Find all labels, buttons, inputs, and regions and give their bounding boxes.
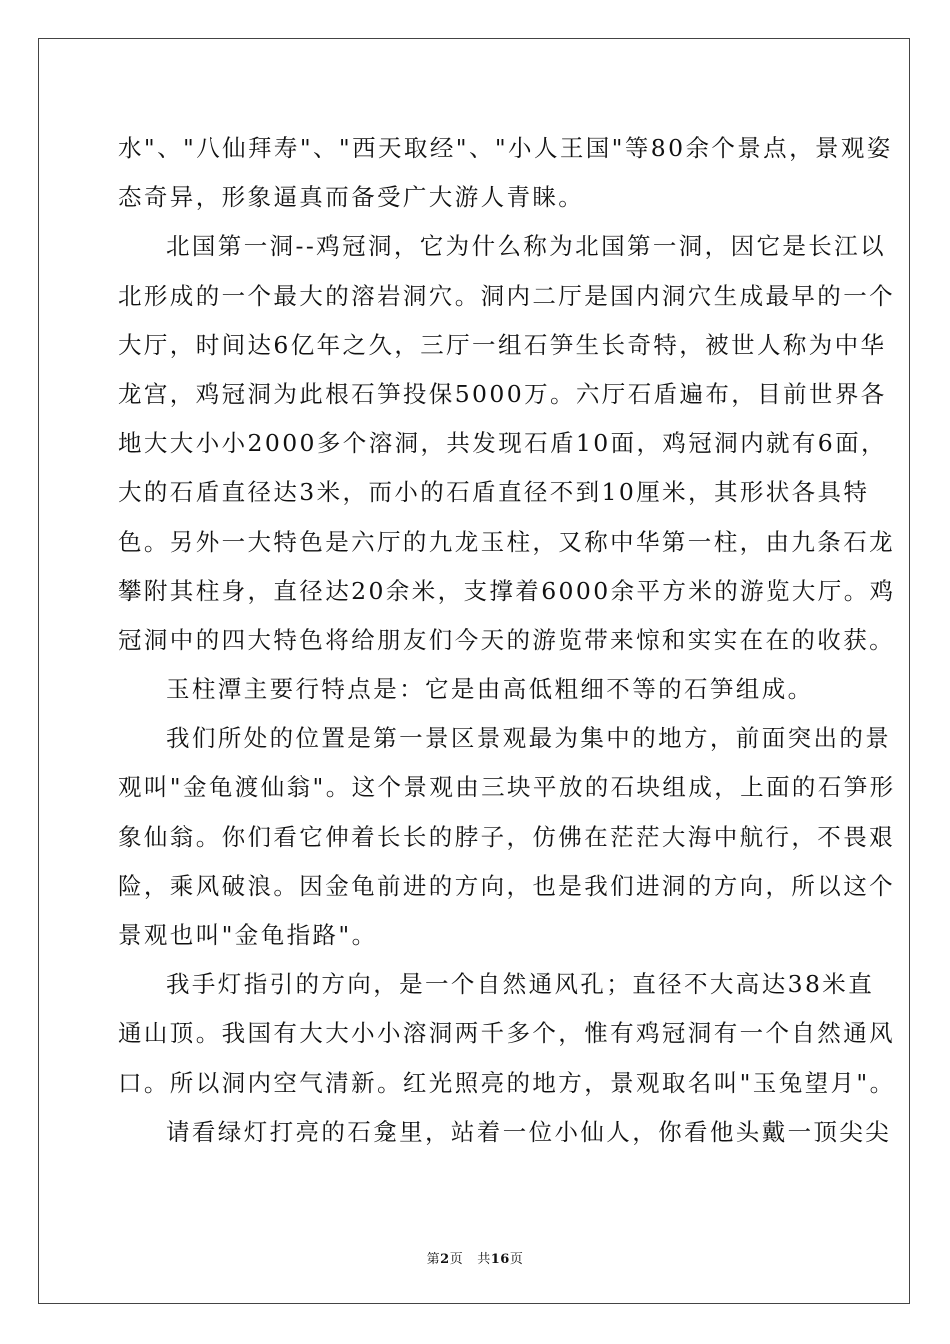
text-line: 险，乘风破浪。因金龟前进的方向，也是我们进洞的方向，所以这个 bbox=[118, 871, 895, 900]
text-line: 请看绿灯打亮的石龛里，站着一位小仙人，你看他头戴一顶尖尖 bbox=[166, 1117, 892, 1146]
page-footer bbox=[0, 1248, 950, 1267]
text-line: 象仙翁。你们看它伸着长长的脖子，仿佛在茫茫大海中航行，不畏艰 bbox=[118, 822, 895, 851]
text-line: 北形成的一个最大的溶岩洞穴。洞内二厅是国内洞穴生成最早的一个 bbox=[118, 281, 895, 310]
page-suffix: 页 bbox=[449, 1252, 464, 1267]
text-line: 我手灯指引的方向，是一个自然通风孔；直径不大高达38米直 bbox=[166, 970, 875, 999]
text-line: 我们所处的位置是第一景区景观最为集中的地方，前面突出的景 bbox=[166, 724, 892, 753]
page-prefix: 第 bbox=[426, 1252, 441, 1267]
text-line: 通山顶。我国有大大小小溶洞两千多个，惟有鸡冠洞有一个自然通风 bbox=[118, 1019, 895, 1048]
text-line: 景观也叫"金龟指路"。 bbox=[118, 921, 378, 949]
text-line: 龙宫，鸡冠洞为此根石笋投保5000万。六厅石盾遍布，目前世界各 bbox=[118, 379, 887, 408]
total-prefix: 共 bbox=[477, 1252, 491, 1267]
text-line: 玉柱潭主要行特点是：它是由高低粗细不等的石笋组成。 bbox=[166, 675, 814, 704]
text-line: 大的石盾直径达3米，而小的石盾直径不到10厘米，其形状各具特 bbox=[118, 478, 870, 507]
text-line: 色。另外一大特色是六厅的九龙玉柱，又称中华第一柱，由九条石龙 bbox=[118, 527, 895, 556]
text-line: 北国第一洞--鸡冠洞，它为什么称为北国第一洞，因它是长江以 bbox=[166, 232, 886, 261]
text-line: 地大大小小2000多个溶洞，共发现石盾10面，鸡冠洞内就有6面， bbox=[118, 429, 887, 458]
text-line: 口。所以洞内空气清新。红光照亮的地方，景观取名叫"玉兔望月"。 bbox=[118, 1068, 896, 1097]
page-number: 2 bbox=[440, 1252, 450, 1267]
document-body bbox=[118, 124, 896, 1157]
text-line: 观叫"金龟渡仙翁"。这个景观由三块平放的石块组成，上面的石笋形 bbox=[118, 773, 896, 802]
total-suffix: 页 bbox=[509, 1252, 524, 1267]
text-line: 大厅，时间达6亿年之久，三厅一组石笋生长奇特，被世人称为中华 bbox=[118, 330, 887, 359]
text-line: 冠洞中的四大特色将给朋友们今天的游览带来惊和实实在在的收获。 bbox=[118, 625, 895, 654]
text-line: 攀附其柱身，直径达20余米，支撑着6000余平方米的游览大厅。鸡 bbox=[118, 576, 896, 605]
text-line: 态奇异，形象逼真而备受广大游人青睐。 bbox=[118, 183, 585, 212]
total-pages: 16 bbox=[490, 1252, 510, 1267]
text-line: 水"、"八仙拜寿"、"西天取经"、"小人王国"等80余个景点，景观姿 bbox=[118, 134, 893, 162]
